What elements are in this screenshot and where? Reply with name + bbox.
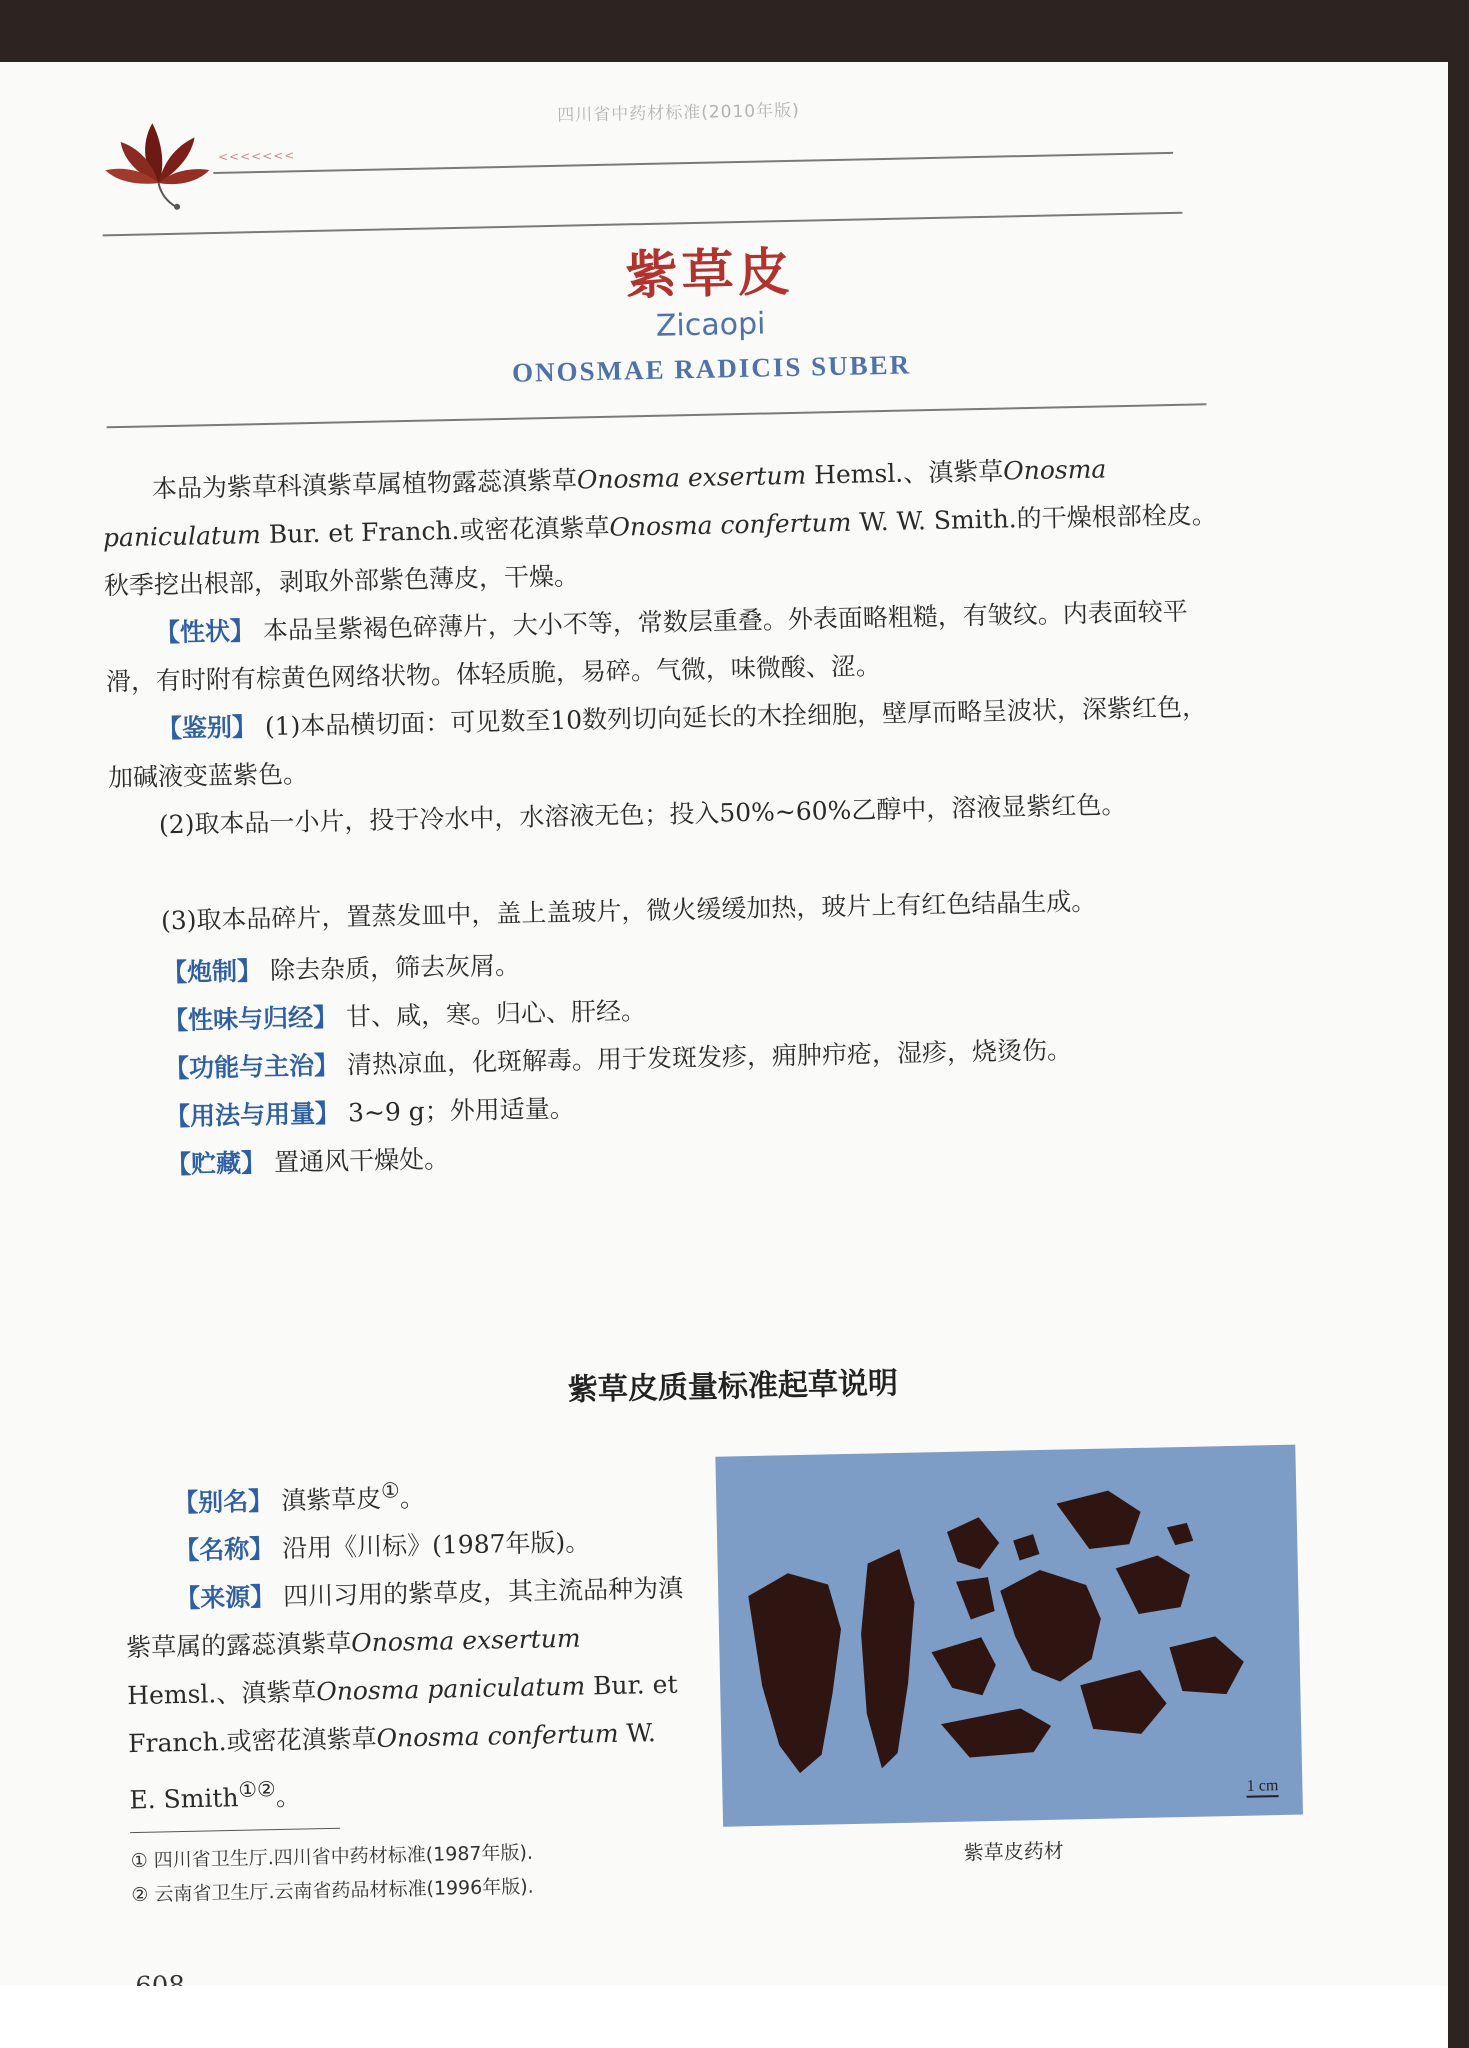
footnote-ref: ①② xyxy=(238,1777,276,1803)
section-text: 除去杂质，筛去灰屑。 xyxy=(261,950,521,986)
footnote-rule xyxy=(130,1828,340,1833)
section-text: 清热凉血，化斑解毒。用于发斑发疹，痈肿疖疮，湿疹，烧烫伤。 xyxy=(338,1035,1073,1080)
intro-text-3: Bur. et Franch.或密花滇紫草 xyxy=(260,512,610,550)
species-name: Onosma exsertum xyxy=(576,460,807,495)
jianbie-item-3: (3)取本品碎片，置蒸发皿中，盖上盖玻片，微火缓缓加热，玻片上有红色结晶生成。 xyxy=(160,886,1097,936)
section-text: 3~9 g；外用适量。 xyxy=(339,1093,576,1128)
section-text: Hemsl.、滇紫草 xyxy=(126,1677,317,1711)
section-text: Bur. et Franch.或密花滇紫草 xyxy=(127,1669,678,1759)
section-tag: 【鉴别】 xyxy=(156,712,258,744)
species-name: Onosma paniculatum xyxy=(315,1671,586,1707)
section-tag: 【别名】 xyxy=(172,1486,274,1518)
page-content xyxy=(0,47,1469,2001)
species-name: Onosma confertum xyxy=(376,1719,619,1754)
section-gongneng xyxy=(164,1030,1073,1085)
section-text: 沿用《川标》(1987年版)。 xyxy=(273,1527,591,1564)
species-name: Onosma confertum xyxy=(609,507,852,542)
leaf-logo-icon xyxy=(102,112,214,214)
section-text: W. E. Smith xyxy=(129,1718,657,1815)
intro-paragraph xyxy=(101,443,1224,610)
footnote-ref: ① xyxy=(380,1478,400,1503)
section-text: 四川习用的紫草皮，其主流品种为滇紫草属的露蕊滇紫草 xyxy=(125,1573,684,1663)
section-tag: 【性味与归经】 xyxy=(162,1002,339,1036)
figure-caption: 紫草皮药材 xyxy=(963,1838,1064,1865)
explanation-title: 紫草皮质量标准起草说明 xyxy=(567,1365,899,1408)
section-xingwei xyxy=(163,991,647,1037)
specimen-pieces-icon xyxy=(715,1445,1303,1827)
page-bottom-margin xyxy=(0,1986,1448,2048)
section-tag: 【性状】 xyxy=(154,616,256,648)
page-title: 紫草皮 xyxy=(624,241,795,307)
punctuation: 。 xyxy=(275,1782,302,1812)
section-tag: 【名称】 xyxy=(173,1534,275,1566)
footnote-2: ② 云南省卫生厅.云南省药品材标准(1996年版). xyxy=(131,1875,534,1907)
section-text: 滇紫草皮 xyxy=(272,1484,382,1516)
species-name: Onosma paniculatum xyxy=(102,454,1107,553)
species-name: Onosma exsertum xyxy=(350,1623,581,1658)
explanation-text xyxy=(123,1460,690,1824)
punctuation: 。 xyxy=(399,1483,426,1513)
section-tag: 【功能与主治】 xyxy=(163,1050,340,1084)
section-yongfa xyxy=(165,1089,575,1134)
section-text: 甘、咸，寒。归心、肝经。 xyxy=(337,996,647,1032)
section-tag: 【来源】 xyxy=(174,1582,276,1614)
section-text: 置通风干燥处。 xyxy=(265,1144,450,1178)
header-rule xyxy=(213,152,1173,174)
section-text: 本品呈紫褐色碎薄片，大小不等，常数层重叠。外表面略粗糙，有皱纹。内表面较平滑，有时附有棕黄色网络状物。体轻质脆，易碎。气微，味微酸、涩。 xyxy=(105,596,1189,697)
title-pinyin: Zicaopi xyxy=(655,306,766,344)
book-page xyxy=(0,62,1448,1986)
section-zhucang xyxy=(166,1139,450,1181)
section-paozhi xyxy=(162,946,521,989)
running-header: 四川省中药材标准(2010年版) xyxy=(557,100,800,126)
section-tag: 【炮制】 xyxy=(161,956,263,988)
footnote-1: ① 四川省卫生厅.四川省中药材标准(1987年版). xyxy=(130,1841,534,1873)
scale-bar-label: 1 cm xyxy=(1247,1777,1279,1798)
section-text: (1)本品横切面：可见数至10数列切向延长的木拴细胞，壁厚而略呈波状，深紫红色，加碱液变蓝紫色。 xyxy=(107,692,1208,793)
intro-text-4: W. W. Smith.的干燥根部栓皮。秋季挖出根部，剥取外部紫色薄皮，干燥。 xyxy=(103,500,1217,601)
intro-text-2: Hemsl.、滇紫草 xyxy=(805,456,1004,490)
intro-text-1: 本品为紫草科滇紫草属植物露蕊滇紫草 xyxy=(151,465,578,504)
specimen-photo xyxy=(715,1445,1303,1827)
jianbie-item-2: (2)取本品一小片，投于冷水中，水溶液无色；投入50%~60%乙醇中，溶液显紫红色。 xyxy=(158,790,1127,840)
section-tag: 【贮藏】 xyxy=(165,1148,267,1180)
laiyuan-paragraph xyxy=(125,1565,690,1825)
section-tag: 【用法与用量】 xyxy=(164,1098,341,1132)
header-ornament: <<<<<<< xyxy=(217,148,296,164)
title-bottom-rule xyxy=(107,403,1207,428)
title-latin: ONOSMAE RADICIS SUBER xyxy=(511,349,912,388)
